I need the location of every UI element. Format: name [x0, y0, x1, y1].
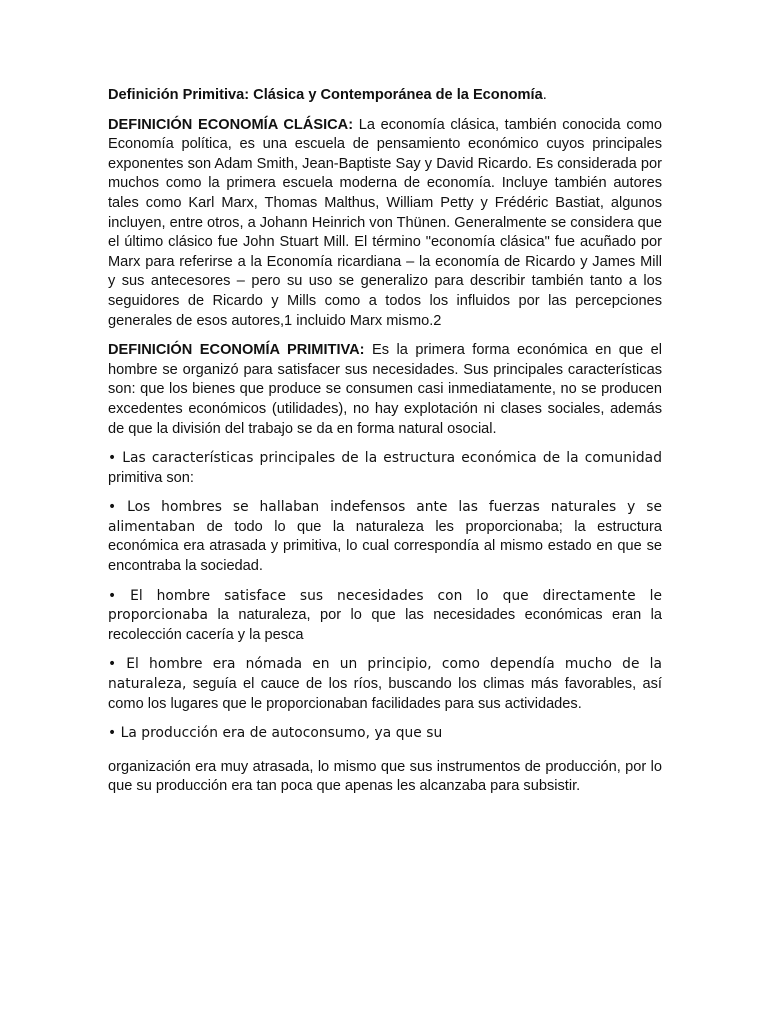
bullet-paragraph [108, 587, 662, 646]
primitive-economy-text: Es la primera forma económica en que el hombre se organizó para satisfacer sus necesidades. Sus principales características son: que los bienes que produce se consumen casi inmediatamente, no se producen excedentes económicos (utilidades), no hay explotación ni clases sociales, además de que la división del trabajo se da en forma natural osocial. [108, 342, 662, 437]
bullet-lead-text: • El hombre satisface sus necesidades con lo que directamente le proporcionaba [108, 587, 662, 624]
document-title [108, 86, 662, 106]
classic-economy-text: La economía clásica, también conocida como Economía política, es una escuela de pensamiento económico cuyos principales exponentes son Adam Smith, Jean-Baptiste Say y David Ricardo. Es considerada por muchos como la primera escuela moderna de economía. Incluye también autores tales como Karl Marx, Thomas Malthus, William Petty y Frédéric Bastiat, algunos incluyen, entre otros, a Johann Heinrich von Thünen. Generalmente se considera que el último clásico fue John Stuart Mill. El término "economía clásica" fue acuñado por Marx para referirse a la Economía ricardiana – la economía de Ricardo y James Mill y sus antecesores – pero su uso se generalizo para describir también tanto a los seguidores de Ricardo y Mills como a todos los influidos por las percepciones generales de esos autores,1 incluido Marx mismo.2 [108, 116, 662, 329]
classic-economy-heading: DEFINICIÓN ECONOMÍA CLÁSICA: [108, 116, 354, 133]
bullet-paragraph [108, 655, 662, 714]
bullet-rest-text: seguía el cauce de los ríos, buscando los climas más favorables, así como los lugares que le proporcionaban facilidades para sus actividades. [108, 676, 662, 712]
bullet-paragraph [108, 449, 662, 488]
bullet-lead-text: • La producción era de autoconsumo, ya que su [108, 725, 443, 742]
primitive-economy-paragraph [108, 341, 662, 439]
document-title-text: Definición Primitiva: Clásica y Contemporánea de la Economía [108, 87, 543, 103]
bullet-rest-text: la naturaleza, por lo que las necesidades económicas eran la recolección cacería y la pesca [108, 607, 662, 643]
bullet-paragraph [108, 498, 662, 576]
closing-paragraph: organización era muy atrasada, lo mismo que sus instrumentos de producción, por lo que su producción era tan poca que apenas les alcanzaba para subsistir. [108, 758, 662, 795]
classic-economy-paragraph [108, 116, 662, 332]
bullet-rest-text: de todo lo que la naturaleza les proporcionaba; la estructura económica era atrasada y primitiva, lo cual correspondía al mismo estado en que se encontraba la sociedad. [108, 518, 662, 575]
bullet-lead-text: • El hombre era nómada en un principio, como dependía mucho de la naturaleza, [108, 656, 662, 693]
bullet-paragraph [108, 724, 662, 744]
bullet-lead-text: • Los hombres se hallaban indefensos ante las fuerzas naturales y se alimentaban [108, 499, 662, 535]
document-title-suffix: . [542, 87, 547, 103]
bullet-lead-text: • Las características principales de la estructura económica de la comunidad [108, 450, 662, 467]
bullet-rest-text: primitiva son: [108, 469, 194, 486]
document-page [108, 86, 662, 807]
primitive-economy-heading: DEFINICIÓN ECONOMÍA PRIMITIVA: [108, 342, 365, 359]
